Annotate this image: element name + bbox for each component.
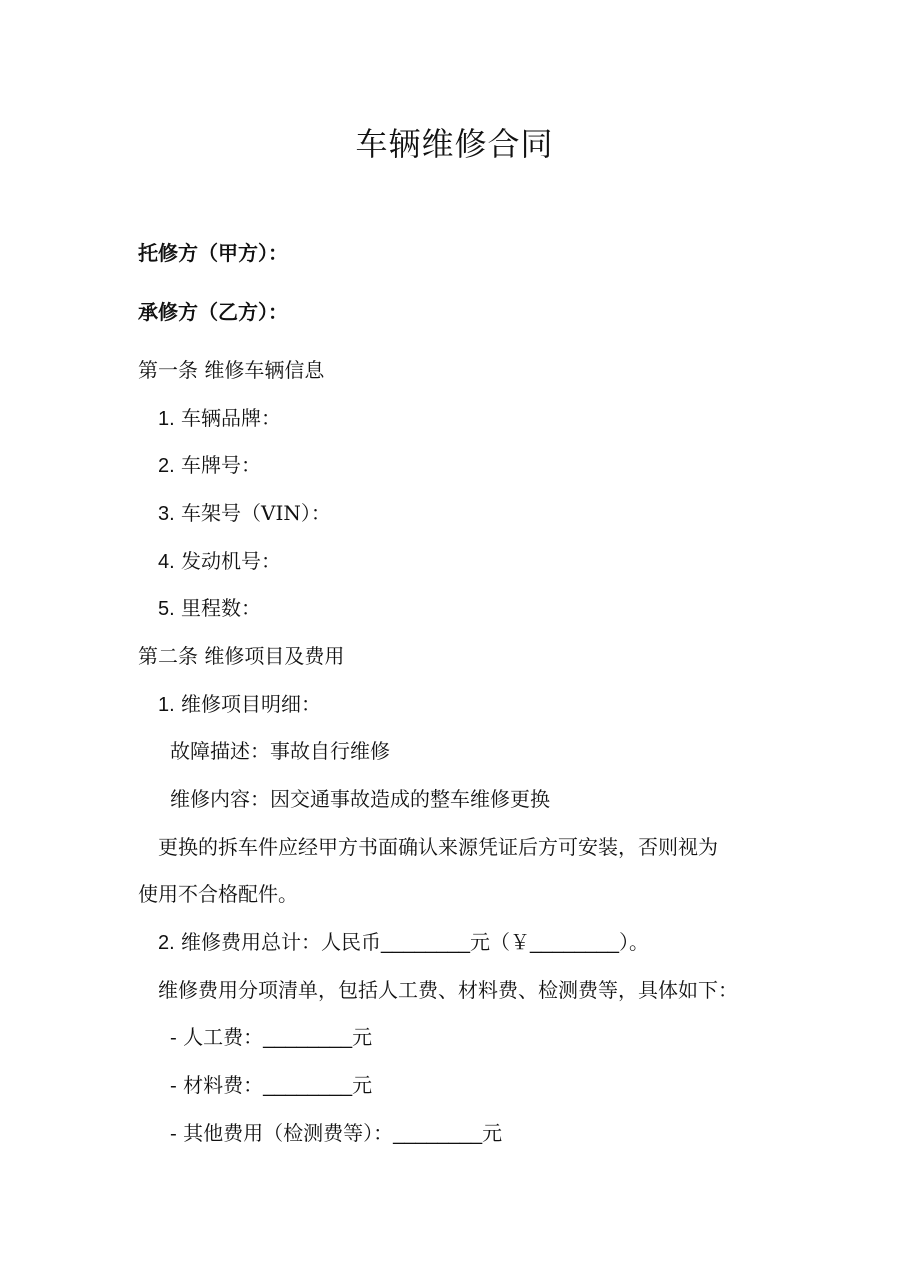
fee-line-other xyxy=(170,1119,502,1148)
parts-note-line-2: 使用不合格配件。 xyxy=(138,882,298,906)
fee-unit: 元 xyxy=(352,1073,373,1097)
document-title: 车辆维修合同 xyxy=(355,125,554,163)
repair-items-line xyxy=(158,690,321,719)
total-cost-number-blank: ________ xyxy=(530,932,620,954)
article-2-heading: 第二条 维修项目及费用 xyxy=(138,644,345,668)
fee-line-materials xyxy=(170,1071,372,1100)
item-label: 维修项目明细： xyxy=(181,692,322,716)
item-number: 1. xyxy=(158,694,175,716)
fee-label: - 其他费用（检测费等）： xyxy=(170,1121,394,1145)
party-a-label: 托修方（甲方）： xyxy=(138,241,288,265)
total-cost-prefix: 维修费用总计：人民币 xyxy=(181,930,382,954)
fee-label: - 人工费： xyxy=(170,1025,264,1049)
vehicle-info-item xyxy=(158,547,281,576)
parts-note-line-1: 更换的拆车件应经甲方书面确认来源凭证后方可安装，否则视为 xyxy=(158,835,718,859)
item-number: 4. xyxy=(158,551,175,573)
total-cost-suffix: ）。 xyxy=(619,930,650,954)
vehicle-info-item xyxy=(158,404,281,433)
vehicle-info-item xyxy=(158,499,331,528)
fee-blank: ________ xyxy=(263,1075,353,1097)
item-number: 5. xyxy=(158,598,175,620)
vehicle-info-item xyxy=(158,451,261,480)
party-b-label: 承修方（乙方）： xyxy=(138,300,288,324)
item-number: 1. xyxy=(158,408,175,430)
item-label: 车牌号： xyxy=(181,453,262,477)
item-number: 2. xyxy=(158,932,175,954)
item-label: 里程数： xyxy=(181,596,262,620)
total-cost-mid: 元（￥ xyxy=(470,930,531,954)
total-cost-blank: ________ xyxy=(381,932,471,954)
fault-description: 故障描述：事故自行维修 xyxy=(170,739,390,763)
fee-unit: 元 xyxy=(482,1121,503,1145)
vehicle-info-item xyxy=(158,594,261,623)
article-1-heading: 第一条 维修车辆信息 xyxy=(138,358,325,382)
cost-breakdown-intro: 维修费用分项清单，包括人工费、材料费、检测费等，具体如下： xyxy=(158,978,738,1002)
total-cost-line xyxy=(158,928,649,957)
item-label: 车架号（VIN）： xyxy=(181,501,331,525)
fee-label: - 材料费： xyxy=(170,1073,264,1097)
item-number: 2. xyxy=(158,455,175,477)
fee-line-labor xyxy=(170,1023,372,1052)
fee-unit: 元 xyxy=(352,1025,373,1049)
repair-content: 维修内容：因交通事故造成的整车维修更换 xyxy=(170,787,550,811)
item-label: 车辆品牌： xyxy=(181,406,282,430)
fee-blank: ________ xyxy=(263,1027,353,1049)
item-label: 发动机号： xyxy=(181,549,282,573)
item-number: 3. xyxy=(158,503,175,525)
fee-blank: ________ xyxy=(393,1123,483,1145)
